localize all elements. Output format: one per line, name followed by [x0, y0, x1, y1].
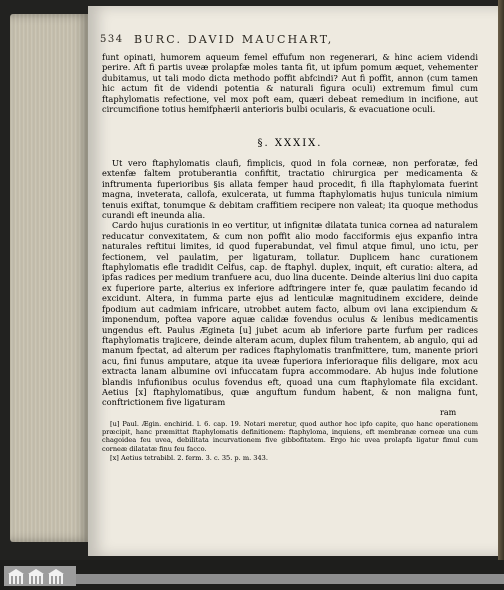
paragraph-2: Cardo hujus curationis in eo vertitur, ut infignitæ dilatata tunica cornea ad naturalem reducatur convexitatem, & cum non poffit alio modo facciformis ejus expanfio intra naturales reftitui limites, id quod fuperabundat, vel fimul atque fimul, uno ictu, per fectionem, vel paulatim, per ligaturam, tollatur. Duplicem hanc curationem ftaphylomatis efle tradidit Celfus, cap. de ftaphyl. duplex, inquit, eft curatio: altera, ad ipfas radices per medium tranfuere acu, duo lina ducente. Deinde alterius lini duo capita ex fuperiore parte, alterius ex inferiore adftringere inter fe, quæ paulatim fecando id excidunt. Altera, in fumma parte ejus ad lenticulæ magnitudinem excidere, deinde fpodium aut cadmiam infricare, utrobbet autem facto, album ovi lana excipiendum & imponendum, poftea vapore aquæ calidæ fovendus oculus & lenibus medicamentis ungendus eft. Paulus Ægineta [u] jubet acum ab inferiore parte furfum per radices ftaphylomatis trajicere, deinde alteram acum, duplex filum trahentem, ab angulo, qui ad manum fpectat, ad alterum per radices ftaphylomatis tranfmittere, tum, manente priori acu, fini funus amputare, atque ita uveæ fuperiora inferioraque filis deligare, mox acu extracta lanam albumine ovi infuccatam fupra accommodare. Ab hujus inde folutione blandis infufionibus oculus fovendus eft, quoad una cum ftaphylomate fila excidant. Aetius [x] ftaphylomatibus, quæ anguftum fundum habent, & non maligna funt, conftrictionem five ligaturam — [102, 220, 478, 408]
library-logo — [4, 566, 76, 586]
top-paragraph: funt opinati, humorem aqueum femel effufum non regenerari, & hinc aciem videndi perire. Aft fi partis uveæ prolapfæ moles tanta fit, ut ipfum pomum æquet, vehementer dubitamus, ut tali modo dicta methodo poffit abfcindi? Aut fi poffit, annon (cum tamen hic actum fit de videndi potentia & naturali figura oculi) extremum fimul cum ftaphylomatis refectione, vel mox poft eam, quæri debeat remedium in incifione, aut circumcifione totius hemifphærii anterioris bulbi ocularis, & evacuatione oculi. — [102, 52, 478, 115]
page-number: 534 — [100, 34, 124, 45]
top-paragraph-block — [102, 52, 478, 114]
footnote-u: [u] Paul. Ægin. enchirid. l. 6. cap. 19. Notari meretur, quod author hoc ipfo capite, quo hanc operationem præcipit, hanc præmittat ftaphylomatis definitionem: ftaphyloma, inquiens, eft membranæ corneæ una cum chagoidea feu uvea, debilitata incurvationem five gibbofitatem. Ergo hic uvea prolapfa ligatur fimul cum corneæ dilatatæ finu feu facco. — [102, 420, 478, 453]
catchword: ram — [440, 408, 457, 417]
paragraph-1: Ut vero ftaphylomatis claufi, fimplicis, quod in fola corneæ, non perforatæ, fed extenfæ faltem protuberantia confiftit, tractatio chirurgica per medicamenta & inftrumenta fuperioribus §is allata femper haud procedit, fi illa ftaphylomata fuerint magna, inveterata, callofa, exulcerata, ut fumma ftaphylomatis hujus tunicula nimium tenuis exiftat, tonumque & debitam craffitiem recipere non valeat; ita quoque methodus curandi eft ineunda alia. — [102, 158, 478, 221]
book-cover-edge — [498, 0, 504, 560]
footnote-x: [x] Aetius tetrabibl. 2. ferm. 3. c. 35. p. m. 343. — [110, 453, 268, 462]
logo-strip — [76, 574, 504, 584]
running-head: BURC. DAVID MAUCHART, — [134, 33, 334, 46]
book-page-edges — [10, 14, 90, 542]
section-heading: §. XXXIX. — [257, 138, 323, 149]
footnotes — [102, 420, 478, 463]
page-header — [100, 34, 480, 50]
main-text-block — [102, 158, 478, 408]
building-logo-icon — [4, 566, 76, 586]
